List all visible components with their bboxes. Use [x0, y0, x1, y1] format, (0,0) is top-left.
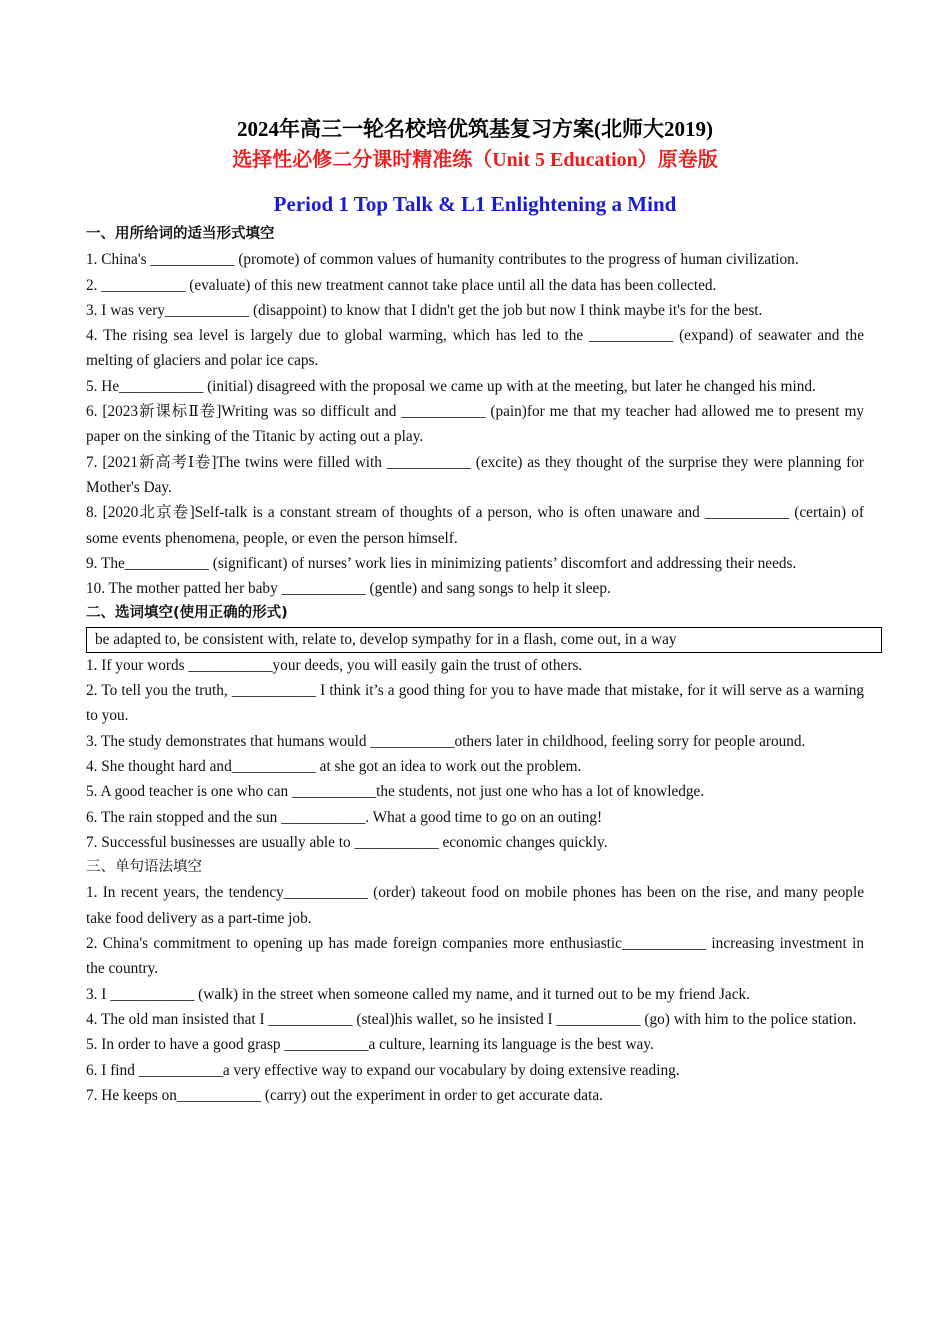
question-3-2: 2. China's commitment to opening up has made foreign companies more enthusiastic___________ increasing investment in the country. [86, 935, 864, 978]
question-3-5: 5. In order to have a good grasp ___________a culture, learning its language is the best way. [86, 1036, 654, 1054]
section-3 [86, 855, 864, 1108]
question-2-5: 5. A good teacher is one who can ___________the students, not just one who has a lot of knowledge. [86, 783, 705, 801]
section-3-heading: 三、单句语法填空 [86, 859, 202, 876]
document-page [86, 113, 864, 1108]
period-title: Period 1 Top Talk & L1 Enlightening a Mind [273, 192, 677, 216]
question-1-9: 9. The___________ (significant) of nurses’ work lies in minimizing patients’ discomfort and addressing their needs. [86, 554, 797, 572]
question-1-4: 4. The rising sea level is largely due to global warming, which has led to the ___________ (expand) of seawater and the melting of glaciers and polar ice caps. [86, 327, 864, 370]
section-1 [86, 222, 864, 601]
question-2-4: 4. She thought hard and___________ at she got an idea to work out the problem. [86, 757, 582, 775]
question-1-3: 3. I was very___________ (disappoint) to know that I didn't get the job but now I think maybe it's for the best. [86, 301, 763, 319]
document-subtitle: 选择性必修二分课时精准练（Unit 5 Education）原卷版 [232, 149, 718, 171]
document-title: 2024年高三一轮名校培优筑基复习方案(北师大2019) [237, 117, 713, 141]
section-2-heading: 二、选词填空(使用正确的形式) [86, 605, 288, 622]
question-1-1: 1. China's ___________ (promote) of common values of humanity contributes to the progress of human civilization. [86, 251, 799, 269]
question-2-6: 6. The rain stopped and the sun ___________. What a good time to go on an outing! [86, 808, 603, 826]
question-1-10: 10. The mother patted her baby ___________ (gentle) and sang songs to help it sleep. [86, 580, 611, 598]
question-3-7: 7. He keeps on___________ (carry) out the experiment in order to get accurate data. [86, 1086, 603, 1104]
question-3-1: 1. In recent years, the tendency___________ (order) takeout food on mobile phones has been on the rise, and many people take food delivery as a part-time job. [86, 884, 864, 927]
question-2-2: 2. To tell you the truth, ___________ I think it’s a good thing for you to have made that mistake, for it will serve as a warning to you. [86, 682, 864, 725]
question-2-3: 3. The study demonstrates that humans would ___________others later in childhood, feeling sorry for people around. [86, 732, 806, 750]
question-1-8: 8. [2020北京卷]Self-talk is a constant stream of thoughts of a person, who is often unaware and ___________ (certain) of some events phenomena, people, or even the person himself. [86, 504, 864, 547]
question-1-5: 5. He___________ (initial) disagreed with the proposal we came up with at the meeting, but later he changed his mind. [86, 377, 816, 395]
question-3-3: 3. I ___________ (walk) in the street when someone called my name, and it turned out to be my friend Jack. [86, 985, 750, 1003]
question-1-6: 6. [2023新课标Ⅱ卷]Writing was so difficult and ___________ (pain)for me that my teacher had allowed me to present my paper on the sinking of the Titanic by acting out a play. [86, 403, 864, 446]
question-2-7: 7. Successful businesses are usually able to ___________ economic changes quickly. [86, 833, 608, 851]
question-1-7: 7. [2021新高考Ⅰ卷]The twins were filled with ___________ (excite) as they thought of the surprise they were planning for Mother's Day. [86, 453, 864, 496]
section-1-heading: 一、用所给词的适当形式填空 [86, 226, 275, 242]
question-3-4: 4. The old man insisted that I ___________ (steal)his wallet, so he insisted I ___________ (go) with him to the police station. [86, 1010, 857, 1028]
word-bank-box: be adapted to, be consistent with, relate to, develop sympathy for in a flash, come out, in a way [86, 627, 882, 653]
question-3-6: 6. I find ___________a very effective way to expand our vocabulary by doing extensive reading. [86, 1061, 680, 1079]
question-1-2: 2. ___________ (evaluate) of this new treatment cannot take place until all the data has been collected. [86, 276, 717, 294]
question-2-1: 1. If your words ___________your deeds, you will easily gain the trust of others. [86, 656, 583, 674]
section-2 [86, 601, 864, 855]
